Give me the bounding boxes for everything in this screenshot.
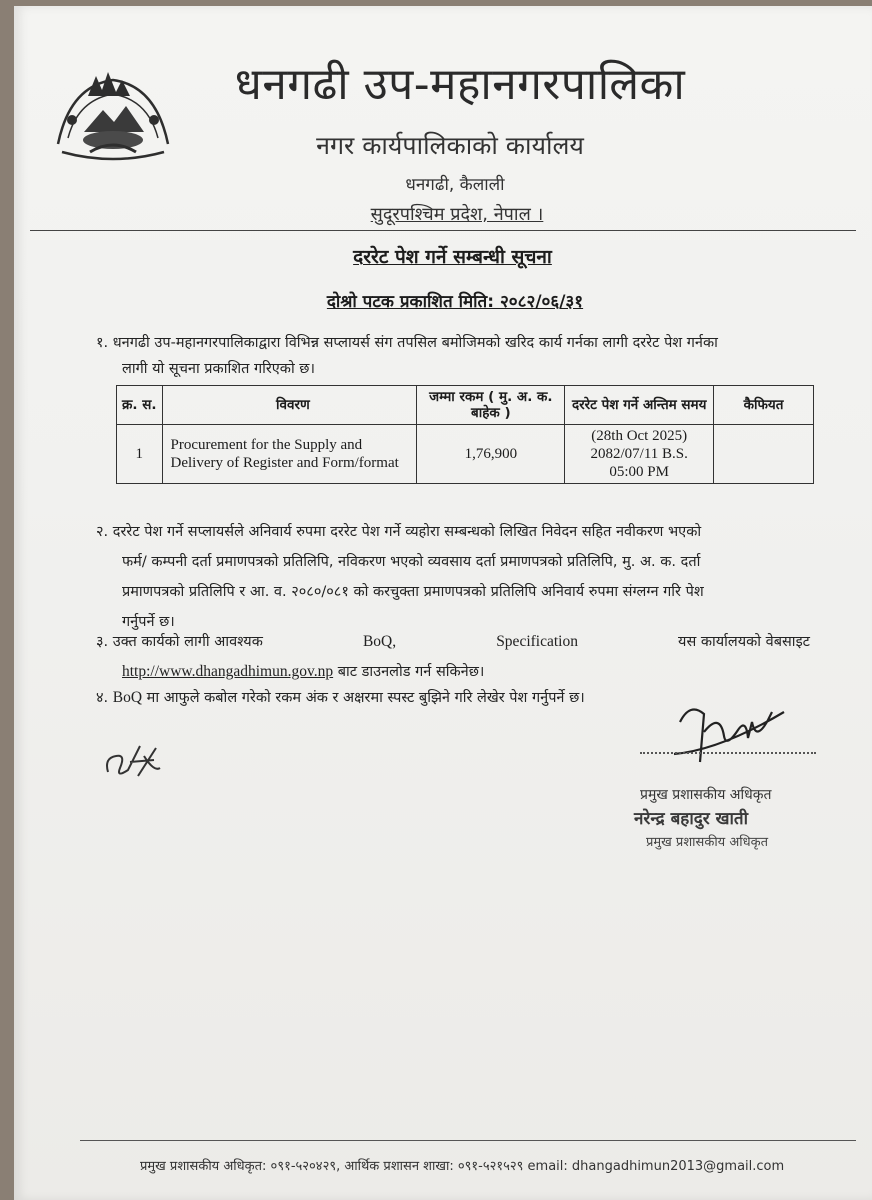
officer-signature-icon [660, 692, 790, 774]
published-date: दोश्रो पटक प्रकाशित मिति: २०८२/०६/३१ [326, 292, 584, 312]
municipality-title: धनगढी उप-महानगरपालिका [234, 59, 686, 110]
paragraph-1 [96, 330, 808, 382]
footer-contact: प्रमुख प्रशासकीय अधिकृत: ०९१-५२०४२९, आर्थिक प्रशासन शाखा: ०९१-५२१५२९ email: dhangadhimun2013@gmail.com [140, 1159, 785, 1174]
paragraph-3 [96, 627, 810, 687]
table-row [117, 425, 814, 484]
header-remarks: कैफियत [714, 386, 814, 425]
paragraph-2 [96, 517, 810, 637]
office-subtitle: नगर कार्यपालिकाको कार्यालय [316, 131, 584, 160]
notice-title: दररेट पेश गर्ने सम्बन्धी सूचना [353, 246, 552, 268]
paragraph-1-line-1: १. धनगढी उप-महानगरपालिकाद्वारा विभिन्न सप्लायर्स संग तपसिल बमोजिमको खरिद कार्य गर्नका लागी दररेट पेश गर्नका [96, 335, 718, 351]
footer-divider [80, 1140, 856, 1141]
paragraph-4-prefix: ४. [96, 690, 109, 706]
paragraph-4-text: मा आफुले कबोल गरेको रकम अंक र अक्षरमा स्पस्ट बुझिने गरि लेखेर पेश गर्नुपर्ने छ। [146, 690, 585, 706]
initial-signature-icon [100, 732, 162, 784]
paragraph-2-line-2: फर्म/ कम्पनी दर्ता प्रमाणपत्रको प्रतिलिपि, नविकरण भएको व्यवसाय दर्ता प्रमाणपत्रको प्रतिलिपि, मु. अ. क. दर्ता [122, 554, 701, 570]
address-line-2: सुदूरपश्चिम प्रदेश, नेपाल । [370, 204, 544, 225]
deadline-bs: 2082/07/11 B.S. [590, 446, 688, 462]
paragraph-3-line-2 [96, 657, 810, 687]
cell-amount: 1,76,900 [417, 425, 565, 484]
paragraph-3-line-1 [96, 627, 810, 657]
cell-sn: 1 [117, 425, 163, 484]
deadline-ad: (28th Oct 2025) [591, 428, 688, 444]
officer-title: प्रमुख प्रशासकीय अधिकृत [640, 787, 772, 803]
cell-remarks [714, 425, 814, 484]
paragraph-1-line-2: लागी यो सूचना प्रकाशित गरिएको छ। [122, 361, 315, 377]
boq-term: BoQ, [362, 633, 397, 650]
paragraph-3-end: बाट डाउनलोड गर्न सकिनेछ। [337, 664, 485, 680]
deadline-time: 05:00 PM [609, 464, 669, 480]
header-divider [30, 230, 856, 231]
header-amount: जम्मा रकम ( मु. अ. क. बाहेक ) [417, 386, 565, 425]
header-deadline: दररेट पेश गर्ने अन्तिम समय [565, 386, 714, 425]
paragraph-3-prefix: ३. उक्त कार्यको लागी आवश्यक [96, 634, 263, 650]
address-line-1: धनगढी, कैलाली [405, 175, 505, 195]
stamp-name: नरेन्द्र बहादुर खाती [634, 809, 749, 829]
specification-term: Specification [496, 633, 578, 650]
website-link[interactable]: http://www.dhangadhimun.gov.np [122, 663, 334, 680]
paragraph-4-boq: BoQ [112, 689, 143, 706]
cell-description: Procurement for the Supply and Delivery of Register and Form/format [162, 425, 417, 484]
paragraph-3-suffix: यस कार्यालयको वेबसाइट [678, 634, 810, 650]
cell-deadline [565, 425, 714, 484]
header-description: विवरण [162, 386, 417, 425]
header-sn: क्र. स. [117, 386, 163, 425]
stamp-role: प्रमुख प्रशासकीय अधिकृत [646, 835, 769, 850]
table-header-row [117, 386, 814, 425]
paragraph-2-line-1: २. दररेट पेश गर्ने सप्लायर्सले अनिवार्य रुपमा दररेट पेश गर्ने व्यहोरा सम्बन्धको लिखित निवेदन सहित नवीकरण भएको [96, 524, 702, 540]
paragraph-2-line-4: गर्नुपर्ने छ। [122, 614, 175, 630]
tender-table [116, 385, 814, 484]
nepal-emblem-icon [48, 66, 178, 176]
signature-dotted-line [640, 752, 816, 754]
paragraph-2-line-3: प्रमाणपत्रको प्रतिलिपि र आ. व. २०८०/०८१ को करचुक्ता प्रमाणपत्रको प्रतिलिपि अनिवार्य रुपमा संग्लग्न गरि पेश [122, 584, 704, 600]
